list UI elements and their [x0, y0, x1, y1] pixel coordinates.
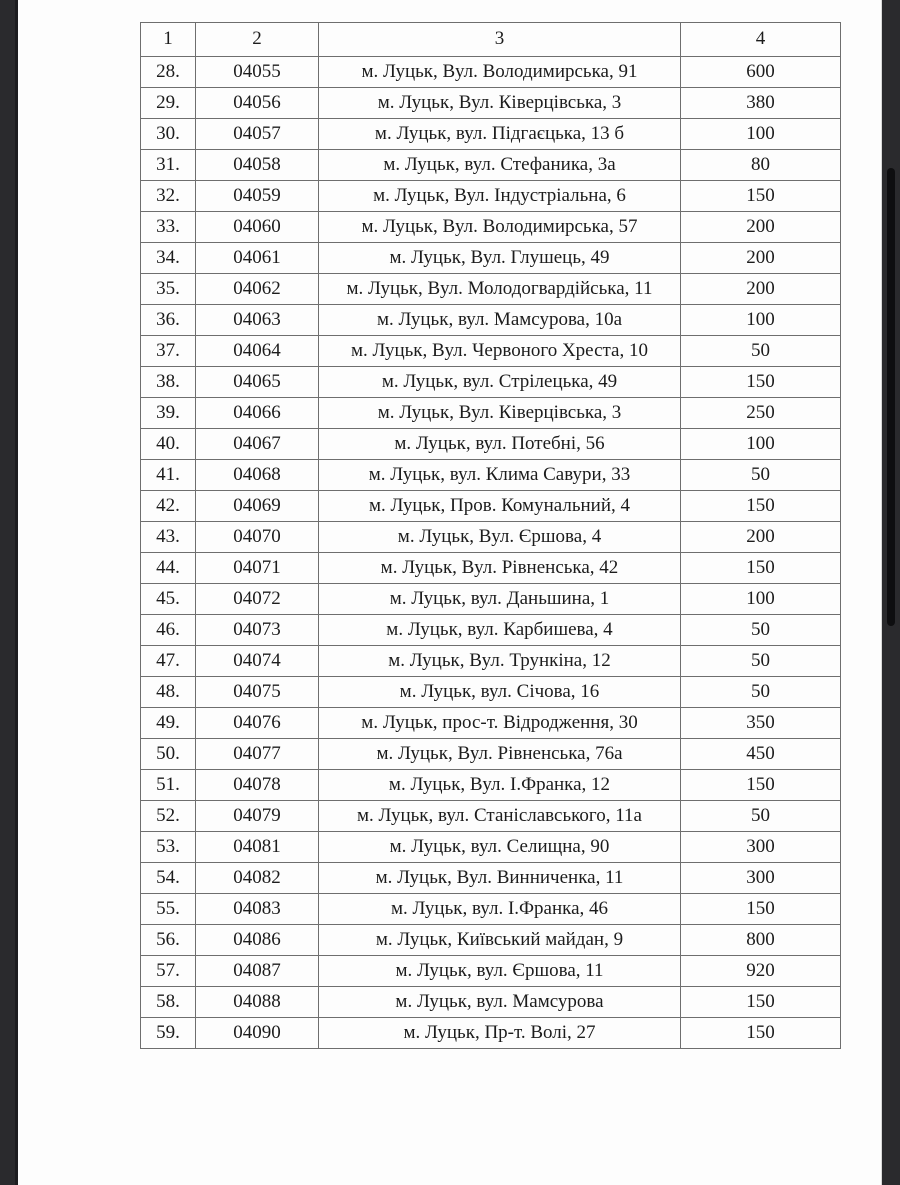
- table-row: [141, 801, 841, 832]
- table-row: [141, 1018, 841, 1049]
- cell-address: м. Луцьк, вул. Єршова, 11: [319, 956, 681, 987]
- cell-value: 50: [681, 336, 841, 367]
- table-row: [141, 274, 841, 305]
- cell-value: 300: [681, 832, 841, 863]
- cell-address: м. Луцьк, Київський майдан, 9: [319, 925, 681, 956]
- table-row: [141, 553, 841, 584]
- cell-row-number: 34.: [141, 243, 196, 274]
- cell-row-number: 36.: [141, 305, 196, 336]
- cell-address: м. Луцьк, вул. Стефаника, 3а: [319, 150, 681, 181]
- cell-row-number: 42.: [141, 491, 196, 522]
- cell-code: 04062: [196, 274, 319, 305]
- cell-value: 150: [681, 181, 841, 212]
- cell-address: м. Луцьк, Вул. І.Франка, 12: [319, 770, 681, 801]
- cell-value: 100: [681, 584, 841, 615]
- cell-value: 150: [681, 553, 841, 584]
- cell-row-number: 55.: [141, 894, 196, 925]
- cell-row-number: 43.: [141, 522, 196, 553]
- cell-code: 04086: [196, 925, 319, 956]
- cell-value: 100: [681, 305, 841, 336]
- table-row: [141, 708, 841, 739]
- cell-code: 04056: [196, 88, 319, 119]
- header-cell-3: 3: [319, 23, 681, 57]
- cell-address: м. Луцьк, Вул. Глушець, 49: [319, 243, 681, 274]
- cell-row-number: 47.: [141, 646, 196, 677]
- cell-address: м. Луцьк, Вул. Трункіна, 12: [319, 646, 681, 677]
- cell-value: 150: [681, 894, 841, 925]
- table-row: [141, 863, 841, 894]
- table-row: [141, 88, 841, 119]
- cell-code: 04063: [196, 305, 319, 336]
- cell-code: 04090: [196, 1018, 319, 1049]
- table-row: [141, 646, 841, 677]
- cell-address: м. Луцьк, Вул. Червоного Хреста, 10: [319, 336, 681, 367]
- table-row: [141, 429, 841, 460]
- cell-code: 04064: [196, 336, 319, 367]
- cell-row-number: 50.: [141, 739, 196, 770]
- cell-row-number: 54.: [141, 863, 196, 894]
- cell-address: м. Луцьк, Вул. Винниченка, 11: [319, 863, 681, 894]
- cell-code: 04088: [196, 987, 319, 1018]
- cell-row-number: 44.: [141, 553, 196, 584]
- cell-code: 04069: [196, 491, 319, 522]
- cell-row-number: 51.: [141, 770, 196, 801]
- table-row: [141, 925, 841, 956]
- cell-address: м. Луцьк, вул. Мамсурова: [319, 987, 681, 1018]
- cell-value: 920: [681, 956, 841, 987]
- table-row: [141, 212, 841, 243]
- cell-row-number: 32.: [141, 181, 196, 212]
- cell-row-number: 31.: [141, 150, 196, 181]
- scrollbar-thumb[interactable]: [887, 168, 895, 626]
- cell-address: м. Луцьк, вул. Мамсурова, 10а: [319, 305, 681, 336]
- cell-code: 04068: [196, 460, 319, 491]
- cell-value: 50: [681, 801, 841, 832]
- header-cell-2: 2: [196, 23, 319, 57]
- cell-row-number: 41.: [141, 460, 196, 491]
- cell-row-number: 45.: [141, 584, 196, 615]
- cell-code: 04066: [196, 398, 319, 429]
- table-row: [141, 894, 841, 925]
- table-row: [141, 956, 841, 987]
- table-row: [141, 305, 841, 336]
- cell-code: 04060: [196, 212, 319, 243]
- cell-row-number: 56.: [141, 925, 196, 956]
- cell-value: 150: [681, 367, 841, 398]
- cell-address: м. Луцьк, вул. Потебні, 56: [319, 429, 681, 460]
- header-cell-1: 1: [141, 23, 196, 57]
- cell-code: 04082: [196, 863, 319, 894]
- cell-code: 04074: [196, 646, 319, 677]
- cell-value: 200: [681, 212, 841, 243]
- table-header: [141, 23, 841, 57]
- cell-code: 04079: [196, 801, 319, 832]
- cell-code: 04081: [196, 832, 319, 863]
- table-row: [141, 398, 841, 429]
- cell-value: 50: [681, 646, 841, 677]
- cell-address: м. Луцьк, вул. Карбишева, 4: [319, 615, 681, 646]
- cell-row-number: 28.: [141, 57, 196, 88]
- cell-address: м. Луцьк, прос-т. Відродження, 30: [319, 708, 681, 739]
- cell-address: м. Луцьк, Вул. Єршова, 4: [319, 522, 681, 553]
- cell-address: м. Луцьк, вул. Клима Савури, 33: [319, 460, 681, 491]
- table-row: [141, 119, 841, 150]
- cell-address: м. Луцьк, Вул. Рівненська, 76а: [319, 739, 681, 770]
- cell-row-number: 59.: [141, 1018, 196, 1049]
- cell-row-number: 49.: [141, 708, 196, 739]
- cell-row-number: 52.: [141, 801, 196, 832]
- cell-row-number: 33.: [141, 212, 196, 243]
- cell-address: м. Луцьк, вул. Даньшина, 1: [319, 584, 681, 615]
- cell-value: 50: [681, 460, 841, 491]
- cell-code: 04087: [196, 956, 319, 987]
- table-row: [141, 336, 841, 367]
- cell-value: 350: [681, 708, 841, 739]
- cell-code: 04061: [196, 243, 319, 274]
- table-row: [141, 770, 841, 801]
- cell-code: 04077: [196, 739, 319, 770]
- cell-value: 300: [681, 863, 841, 894]
- cell-code: 04083: [196, 894, 319, 925]
- table-row: [141, 57, 841, 88]
- cell-value: 100: [681, 429, 841, 460]
- cell-address: м. Луцьк, вул. Січова, 16: [319, 677, 681, 708]
- table-row: [141, 150, 841, 181]
- cell-address: м. Луцьк, Вул. Молодогвардійська, 11: [319, 274, 681, 305]
- cell-code: 04067: [196, 429, 319, 460]
- table-body: [141, 57, 841, 1049]
- cell-code: 04073: [196, 615, 319, 646]
- cell-address: м. Луцьк, Вул. Індустріальна, 6: [319, 181, 681, 212]
- header-cell-4: 4: [681, 23, 841, 57]
- table-row: [141, 615, 841, 646]
- cell-address: м. Луцьк, Вул. Ківерцівська, 3: [319, 398, 681, 429]
- document-table: [140, 22, 841, 1049]
- cell-value: 80: [681, 150, 841, 181]
- cell-value: 100: [681, 119, 841, 150]
- cell-code: 04065: [196, 367, 319, 398]
- cell-code: 04057: [196, 119, 319, 150]
- table-row: [141, 832, 841, 863]
- table-row: [141, 491, 841, 522]
- cell-code: 04059: [196, 181, 319, 212]
- table-row: [141, 181, 841, 212]
- table-row: [141, 243, 841, 274]
- cell-address: м. Луцьк, Вул. Ківерцівська, 3: [319, 88, 681, 119]
- cell-code: 04058: [196, 150, 319, 181]
- table-row: [141, 460, 841, 491]
- cell-address: м. Луцьк, Вул. Володимирська, 91: [319, 57, 681, 88]
- cell-row-number: 39.: [141, 398, 196, 429]
- cell-value: 450: [681, 739, 841, 770]
- cell-address: м. Луцьк, Пр-т. Волі, 27: [319, 1018, 681, 1049]
- cell-address: м. Луцьк, вул. Стрілецька, 49: [319, 367, 681, 398]
- header-row: [141, 23, 841, 57]
- cell-address: м. Луцьк, вул. Станіславського, 11а: [319, 801, 681, 832]
- cell-row-number: 38.: [141, 367, 196, 398]
- cell-value: 200: [681, 522, 841, 553]
- cell-code: 04071: [196, 553, 319, 584]
- cell-address: м. Луцьк, вул. І.Франка, 46: [319, 894, 681, 925]
- cell-value: 250: [681, 398, 841, 429]
- cell-row-number: 48.: [141, 677, 196, 708]
- cell-code: 04076: [196, 708, 319, 739]
- table-row: [141, 739, 841, 770]
- cell-value: 800: [681, 925, 841, 956]
- cell-row-number: 30.: [141, 119, 196, 150]
- cell-row-number: 40.: [141, 429, 196, 460]
- cell-value: 600: [681, 57, 841, 88]
- cell-row-number: 35.: [141, 274, 196, 305]
- cell-value: 200: [681, 274, 841, 305]
- cell-value: 150: [681, 491, 841, 522]
- cell-row-number: 29.: [141, 88, 196, 119]
- cell-row-number: 58.: [141, 987, 196, 1018]
- cell-value: 150: [681, 1018, 841, 1049]
- table-row: [141, 987, 841, 1018]
- table-row: [141, 367, 841, 398]
- cell-address: м. Луцьк, вул. Підгаєцька, 13 б: [319, 119, 681, 150]
- cell-value: 200: [681, 243, 841, 274]
- table-row: [141, 522, 841, 553]
- cell-code: 04072: [196, 584, 319, 615]
- cell-row-number: 46.: [141, 615, 196, 646]
- cell-code: 04055: [196, 57, 319, 88]
- cell-address: м. Луцьк, Пров. Комунальний, 4: [319, 491, 681, 522]
- cell-address: м. Луцьк, Вул. Володимирська, 57: [319, 212, 681, 243]
- cell-code: 04070: [196, 522, 319, 553]
- cell-address: м. Луцьк, вул. Селищна, 90: [319, 832, 681, 863]
- cell-row-number: 53.: [141, 832, 196, 863]
- cell-address: м. Луцьк, Вул. Рівненська, 42: [319, 553, 681, 584]
- table-row: [141, 584, 841, 615]
- cell-row-number: 37.: [141, 336, 196, 367]
- cell-value: 150: [681, 770, 841, 801]
- cell-code: 04075: [196, 677, 319, 708]
- table-row: [141, 677, 841, 708]
- cell-row-number: 57.: [141, 956, 196, 987]
- cell-value: 50: [681, 615, 841, 646]
- cell-value: 380: [681, 88, 841, 119]
- cell-value: 150: [681, 987, 841, 1018]
- cell-value: 50: [681, 677, 841, 708]
- viewer-right-edge: [881, 0, 900, 1185]
- cell-code: 04078: [196, 770, 319, 801]
- viewer-left-edge: [0, 0, 18, 1185]
